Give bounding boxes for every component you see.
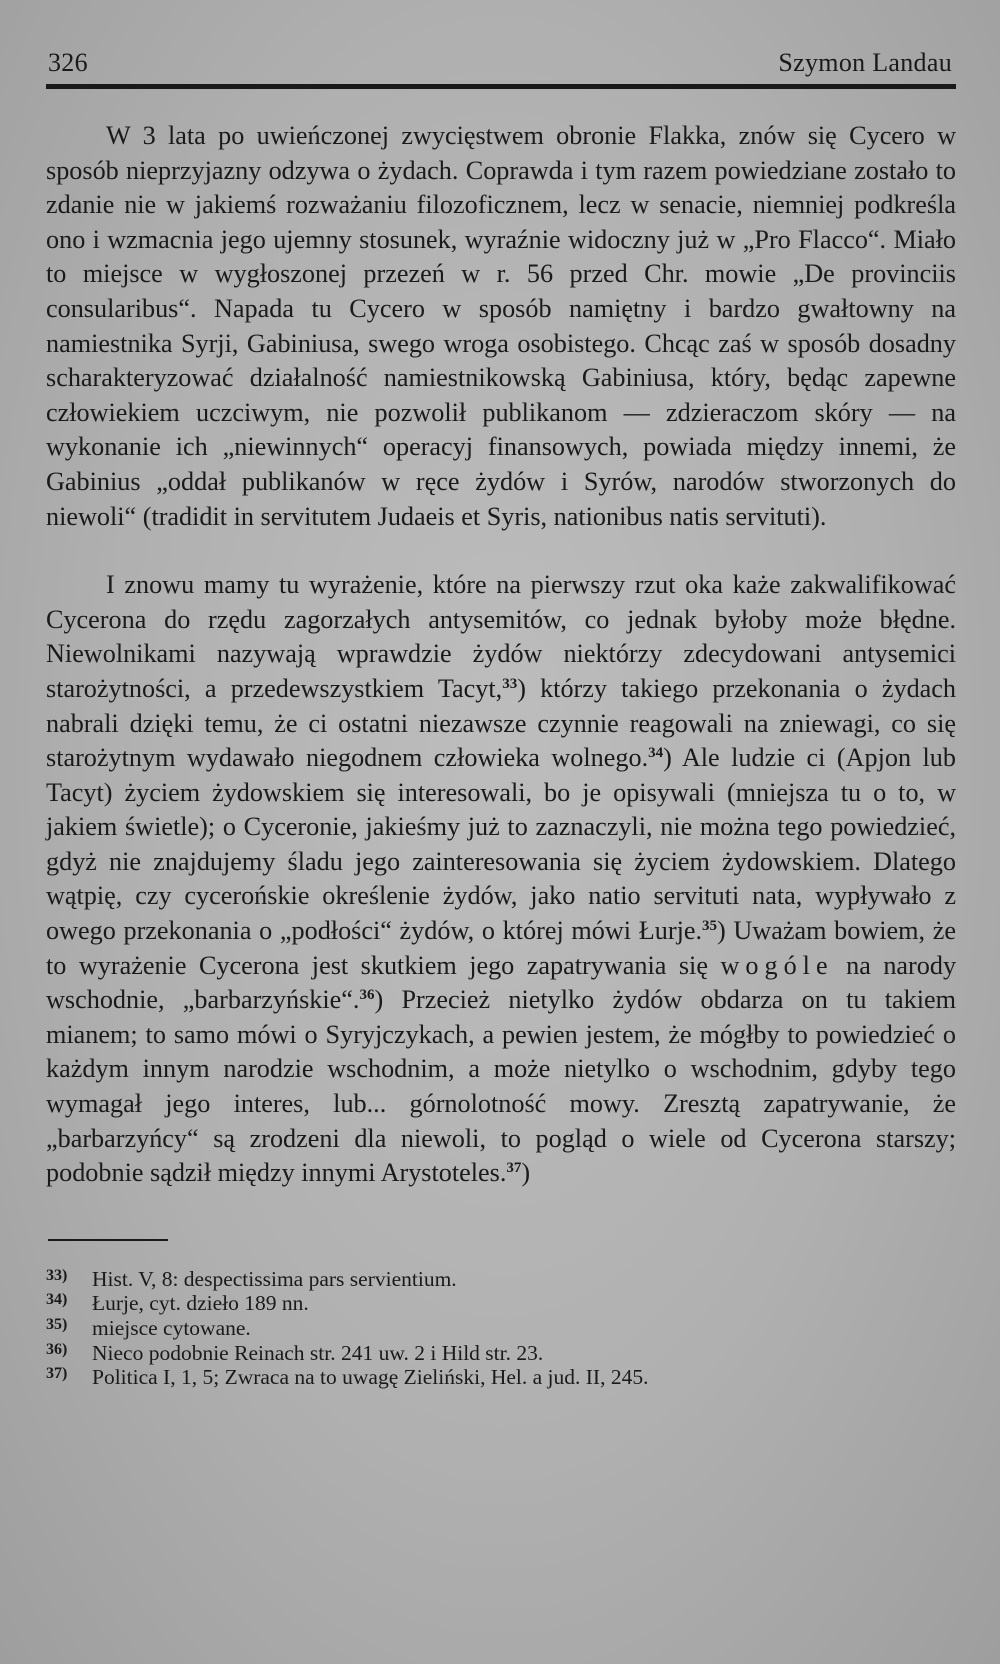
- page-number: 326: [48, 48, 88, 77]
- footnote-34: 34) Łurje, cyt. dzieło 189 nn.: [94, 1291, 956, 1316]
- spaced-emphasis: wogóle: [720, 950, 834, 980]
- header-rule: [46, 84, 956, 89]
- body-text: [46, 119, 956, 1191]
- footnote-text: Hist. V, 8: despectissima pars servientium.: [92, 1266, 457, 1291]
- paragraph-2: [46, 568, 956, 1191]
- footnote-ref-34[interactable]: 34: [648, 745, 664, 762]
- paragraph-2-text: ) Uważam bowiem, że to wyrażenie Cycerona jest skutkiem jego zapatrywania się: [46, 916, 956, 980]
- paragraph-2-text: na narody wschodnie, „barbarzyńskie“.: [46, 950, 957, 1015]
- paragraph-2-text: ) Przecież nietylko żydów obdarza on tu takiem mianem; to samo mówi o Syryjczykach, a pewien jestem, że mógłby to powiedzieć o każdym innym narodzie wschodnim, a może nietylko o wschodnim, gdyby tego wymagał jego interes, lub... górnolotność mowy. Zresztą zapatrywanie, że „barbarzyńcy“ są zrodzeni dla niewoli, to pogląd o wiele od Cycerona starszy; podobnie sądził między innymi Arystoteles.: [46, 985, 956, 1188]
- footnote-ref-37[interactable]: 37: [506, 1160, 522, 1177]
- paragraph-2-text: ) Ale ludzie ci (Apjon lub Tacyt) życiem żydowskiem się interesowali, bo je opisywali (mniejsza tu o to, w jakiem świetle); o Cyceronie, jakieśmy już to zaznaczyli, nie można tego powiedzieć, gdyż nie znajdujemy śladu jego zainteresowania się życiem żydowskiem. Dlatego wątpię, czy cycerońskie określenie żydów, jako natio servituti nata, wypływało z owego przekonania o „podłości“ żydów, o której mówi Łurje.: [46, 743, 956, 946]
- footnote-text: Politica I, 1, 5; Zwraca na to uwagę Zieliński, Hel. a jud. II, 245.: [92, 1365, 649, 1390]
- footnote-35: 35) miejsce cytowane.: [94, 1316, 956, 1341]
- footnote-rule: [48, 1239, 168, 1241]
- paragraph-2-text: I znowu mamy tu wyrażenie, które na pierwszy rzut oka każe zakwalifikować Cycerona do rzędu zagorzałych antysemitów, co jednak byłoby może błędne. Niewolnikami nazywają wprawdzie żydów niektórzy zdecydowani antysemici starożytności, a przedewszystkiem Tacyt,: [46, 570, 956, 703]
- footnote-text: Nieco podobnie Reinach str. 241 uw. 2 i Hild str. 23.: [92, 1340, 544, 1365]
- footnote-ref-35[interactable]: 35: [702, 918, 718, 935]
- paragraph-1: W 3 lata po uwieńczonej zwycięstwem obronie Flakka, znów się Cycero w sposób nieprzyjazny odzywa o żydach. Coprawda i tym razem powiedziane zostało to zdanie nie w jakiemś rozważaniu filozoficznem, lecz w senacie, niemniej podkreśla ono i wzmacnia jego ujemny stosunek, wyraźnie widoczny już w „Pro Flacco“. Miało to miejsce w wygłoszonej przezeń w r. 56 przed Chr. mowie „De provinciis consularibus“. Napada tu Cycero w sposób namiętny i bardzo gwałtowny na namiestnika Syrji, Gabiniusa, swego wroga osobistego. Chcąc zaś w sposób dosadny scharakteryzować działalność namiestnikowską Gabiniusa, który, będąc zapewne człowiekiem uczciwym, nie pozwolił publikanom — zdzieraczom skóry — na wykonanie ich „niewinnych“ operacyj finansowych, powiada między innemi, że Gabinius „oddał publikanów w ręce żydów i Syrów, narodów stworzonych do niewoli“ (tradidit in servitutem Judaeis et Syris, nationibus natis servituti).: [46, 121, 956, 531]
- footnote-text: miejsce cytowane.: [92, 1316, 251, 1340]
- footnote-37: 37) Politica I, 1, 5; Zwraca na to uwagę Zieliński, Hel. a jud. II, 245.: [94, 1365, 956, 1390]
- paragraph-2-text: ) którzy takiego przekonania o żydach nabrali dzięki temu, że ci ostatni niezawsze czynnie reagowali na zniewagi, co się starożytnym wydawało niegodnem człowieka wolnego.: [46, 673, 956, 773]
- footnote-36: 36) Nieco podobnie Reinach str. 241 uw. 2 i Hild str. 23.: [94, 1341, 956, 1366]
- paragraph-2-text: ): [521, 1158, 531, 1188]
- footnote-text: Łurje, cyt. dzieło 189 nn.: [92, 1291, 309, 1316]
- author-name: Szymon Landau: [778, 48, 952, 77]
- footnote-ref-33[interactable]: 33: [502, 675, 518, 692]
- footnote-ref-36[interactable]: 36: [359, 987, 375, 1004]
- footnote-33: 33) Hist. V, 8: despectissima pars servientium.: [94, 1267, 956, 1292]
- running-head: [46, 48, 956, 78]
- footnotes: [46, 1267, 956, 1390]
